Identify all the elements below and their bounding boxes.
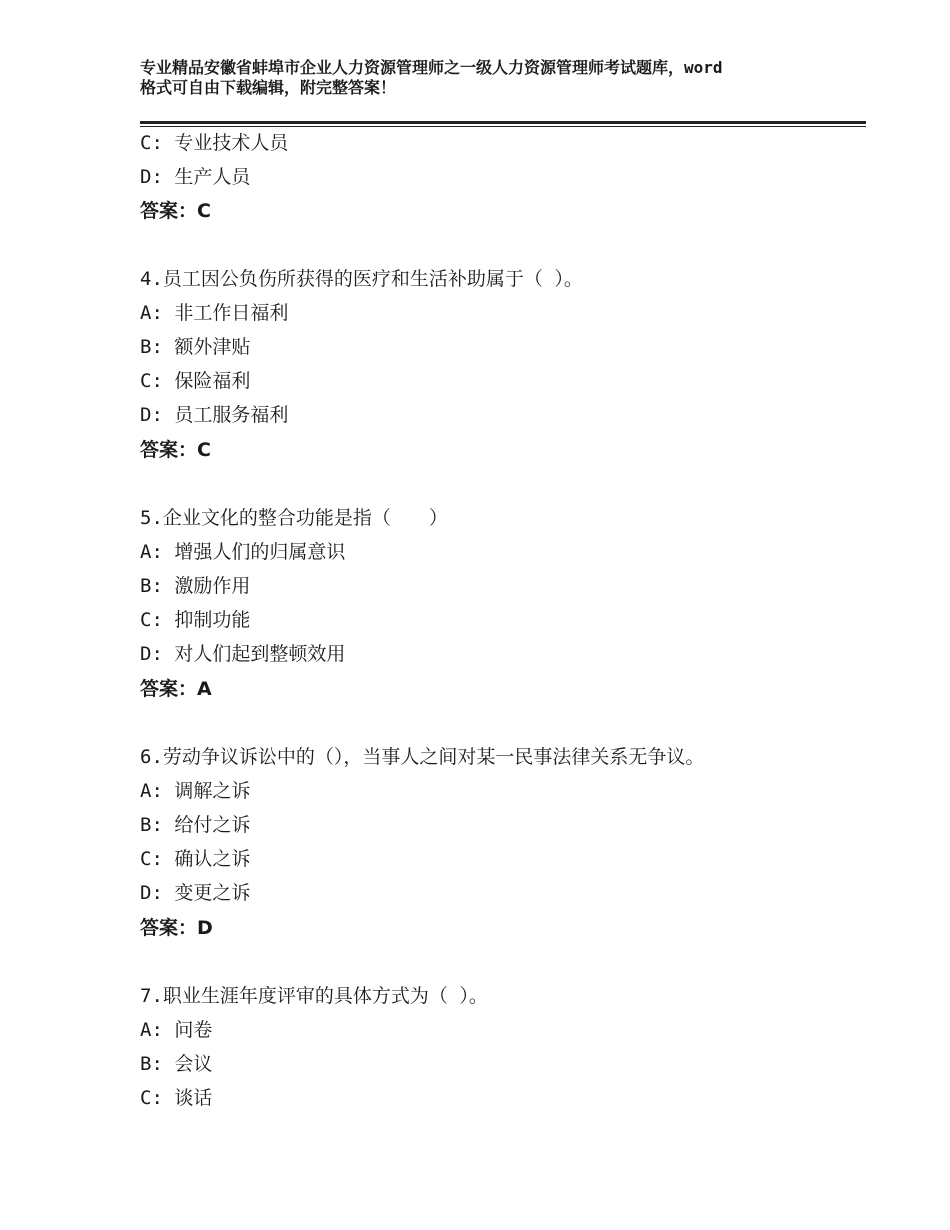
header-line-1: 专业精品安徽省蚌埠市企业人力资源管理师之一级人力资源管理师考试题库，word — [140, 58, 723, 77]
header-line-2: 格式可自由下载编辑，附完整答案！ — [140, 78, 397, 97]
q3-option-d: D: 生产人员 — [140, 166, 251, 188]
q5-option-b: B: 激励作用 — [140, 575, 251, 597]
q5-option-a: A: 增强人们的归属意识 — [140, 541, 346, 563]
header-divider-thick — [140, 121, 866, 124]
q5-answer: 答案：A — [140, 678, 212, 700]
q4-stem: 4.员工因公负伤所获得的医疗和生活补助属于（ ）。 — [140, 268, 583, 290]
q6-option-b: B: 给付之诉 — [140, 814, 251, 836]
header-divider-thin — [140, 126, 866, 127]
q4-option-d: D: 员工服务福利 — [140, 404, 289, 426]
q7-option-c: C: 谈话 — [140, 1087, 213, 1109]
q7-stem: 7.职业生涯年度评审的具体方式为（ ）。 — [140, 985, 488, 1007]
document-header — [140, 58, 830, 98]
q3-option-c: C: 专业技术人员 — [140, 132, 289, 154]
q5-option-c: C: 抑制功能 — [140, 609, 251, 631]
q6-option-a: A: 调解之诉 — [140, 780, 251, 802]
q6-answer: 答案：D — [140, 917, 213, 939]
q6-stem: 6.劳动争议诉讼中的（），当事人之间对某一民事法律关系无争议。 — [140, 746, 705, 768]
q6-option-c: C: 确认之诉 — [140, 848, 251, 870]
q5-option-d: D: 对人们起到整顿效用 — [140, 643, 346, 665]
q4-answer: 答案：C — [140, 439, 211, 461]
q4-option-a: A: 非工作日福利 — [140, 302, 289, 324]
q6-option-d: D: 变更之诉 — [140, 882, 251, 904]
q7-option-b: B: 会议 — [140, 1053, 213, 1075]
q5-stem: 5.企业文化的整合功能是指（ ） — [140, 507, 448, 529]
q4-option-c: C: 保险福利 — [140, 370, 251, 392]
q7-option-a: A: 问卷 — [140, 1019, 213, 1041]
q4-option-b: B: 额外津贴 — [140, 336, 251, 358]
q3-answer: 答案：C — [140, 200, 211, 222]
